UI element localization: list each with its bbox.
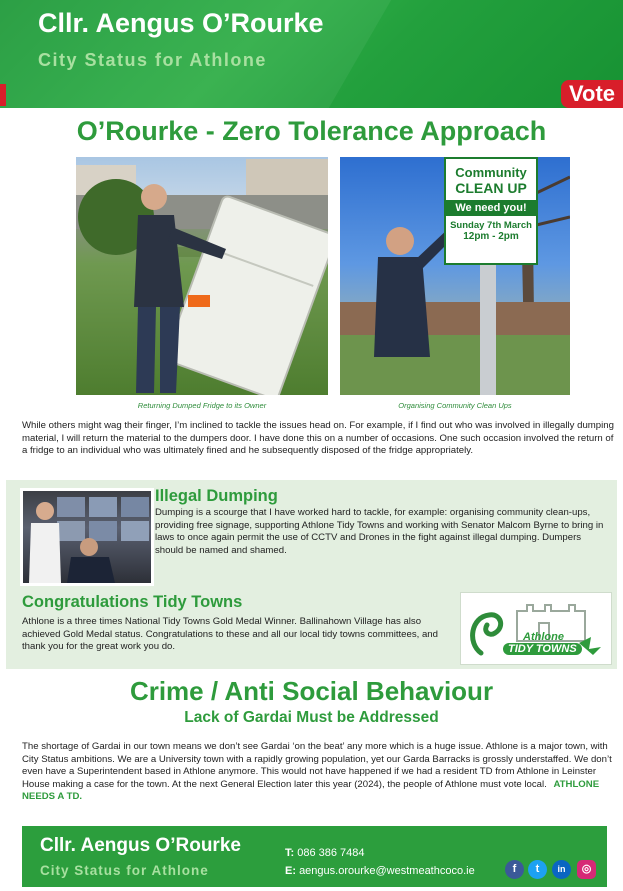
phone-label: T: bbox=[285, 847, 295, 859]
photo-fridge bbox=[76, 157, 328, 395]
crime-highlight: ATHLONE NEEDS A TD. bbox=[22, 778, 600, 802]
illegal-dumping-text: Dumping is a scourge that I have worked hard to tackle, for example: organising community clean-ups, providing free signage, supporting Athlone Tidy Towns and working with Senator Malcom Byrne to bring in laws to once again permit the use of CCTV and Drones in the fight against illegal dumping. Dumpers should be named and shamed. bbox=[155, 507, 604, 556]
footer-tagline: City Status for Athlone bbox=[40, 863, 209, 878]
cctv-illustration bbox=[23, 491, 151, 583]
phone-value: 086 386 7484 bbox=[297, 847, 365, 859]
footer-email bbox=[285, 865, 475, 877]
crime-paragraph bbox=[22, 741, 622, 804]
logo-athlone-text: Athlone bbox=[523, 631, 564, 643]
crime-subheading: Lack of Gardai Must be Addressed bbox=[184, 709, 439, 726]
logo-tidy-towns-text: TIDY TOWNS bbox=[503, 643, 582, 655]
sign-line-community: Community bbox=[455, 165, 527, 180]
photo-clean-up bbox=[340, 157, 570, 395]
main-title: O’Rourke - Zero Tolerance Approach bbox=[76, 116, 547, 146]
fridge-illustration bbox=[76, 157, 328, 395]
footer-phone bbox=[285, 847, 365, 859]
clean-up-sign bbox=[444, 157, 538, 265]
instagram-icon[interactable]: ◎ bbox=[577, 860, 596, 879]
header-banner bbox=[0, 0, 623, 108]
tidy-towns-text: Athlone is a three times National Tidy Towns Gold Medal Winner. Ballinahown Village has also achieved Gold Medal status. Congratulations to these and all our local tidy towns committees, and thank you for the great work you do. bbox=[22, 616, 438, 652]
header-name: Cllr. Aengus O’Rourke bbox=[38, 8, 324, 38]
tidy-towns-heading: Congratulations Tidy Towns bbox=[22, 593, 243, 611]
linkedin-icon[interactable]: in bbox=[552, 860, 571, 879]
vote-badge: Vote bbox=[561, 80, 623, 108]
red-accent-bar bbox=[0, 84, 6, 106]
tidy-towns-logo bbox=[460, 592, 612, 665]
facebook-icon[interactable]: f bbox=[505, 860, 524, 879]
sign-line-date: Sunday 7th March bbox=[450, 220, 532, 231]
crime-heading: Crime / Anti Social Behaviour bbox=[129, 676, 494, 706]
footer-name: Cllr. Aengus O’Rourke bbox=[40, 835, 241, 856]
photo-cctv bbox=[20, 488, 154, 586]
email-label: E: bbox=[285, 865, 296, 877]
caption-fridge: Returning Dumped Fridge to its Owner bbox=[137, 401, 267, 410]
sign-line-clean-up: CLEAN UP bbox=[455, 180, 527, 196]
twitter-icon[interactable]: t bbox=[528, 860, 547, 879]
sign-line-need-you: We need you! bbox=[446, 200, 536, 216]
illegal-dumping-heading: Illegal Dumping bbox=[155, 487, 278, 505]
email-value[interactable]: aengus.orourke@westmeathcoco.ie bbox=[299, 865, 475, 877]
header-tagline: City Status for Athlone bbox=[38, 50, 267, 70]
crime-text: The shortage of Gardai in our town means we don’t see Gardai ‘on the beat’ any more which is a huge issue. Athlone is a major town, with City Status ambitions. We are a University town with a rapidly growing population, yet our Garda Barracks is grossly understaffed. We don’t even have a Superintendent based in Athlone anymore. This would not have happened if we had a resident TD from Athlone in Leinster House making a case for the town. At the next General Election later this year (2024), the people of Athlone must vote local. bbox=[22, 741, 612, 790]
footer-banner bbox=[22, 826, 607, 887]
caption-clean-up: Organising Community Clean Ups bbox=[398, 401, 512, 410]
intro-paragraph: While others might wag their finger, I’m inclined to tackle the issues head on. For example, if I find out who was involved in illegally dumping material, I will return the material to the dumpers door. I have done this on a number of occasions. One such occasion involved the return of a fridge to an individual who was ultimately fined and he subsequently disposed of the fridge appropriately. bbox=[22, 420, 614, 456]
sign-line-time: 12pm - 2pm bbox=[463, 231, 519, 242]
